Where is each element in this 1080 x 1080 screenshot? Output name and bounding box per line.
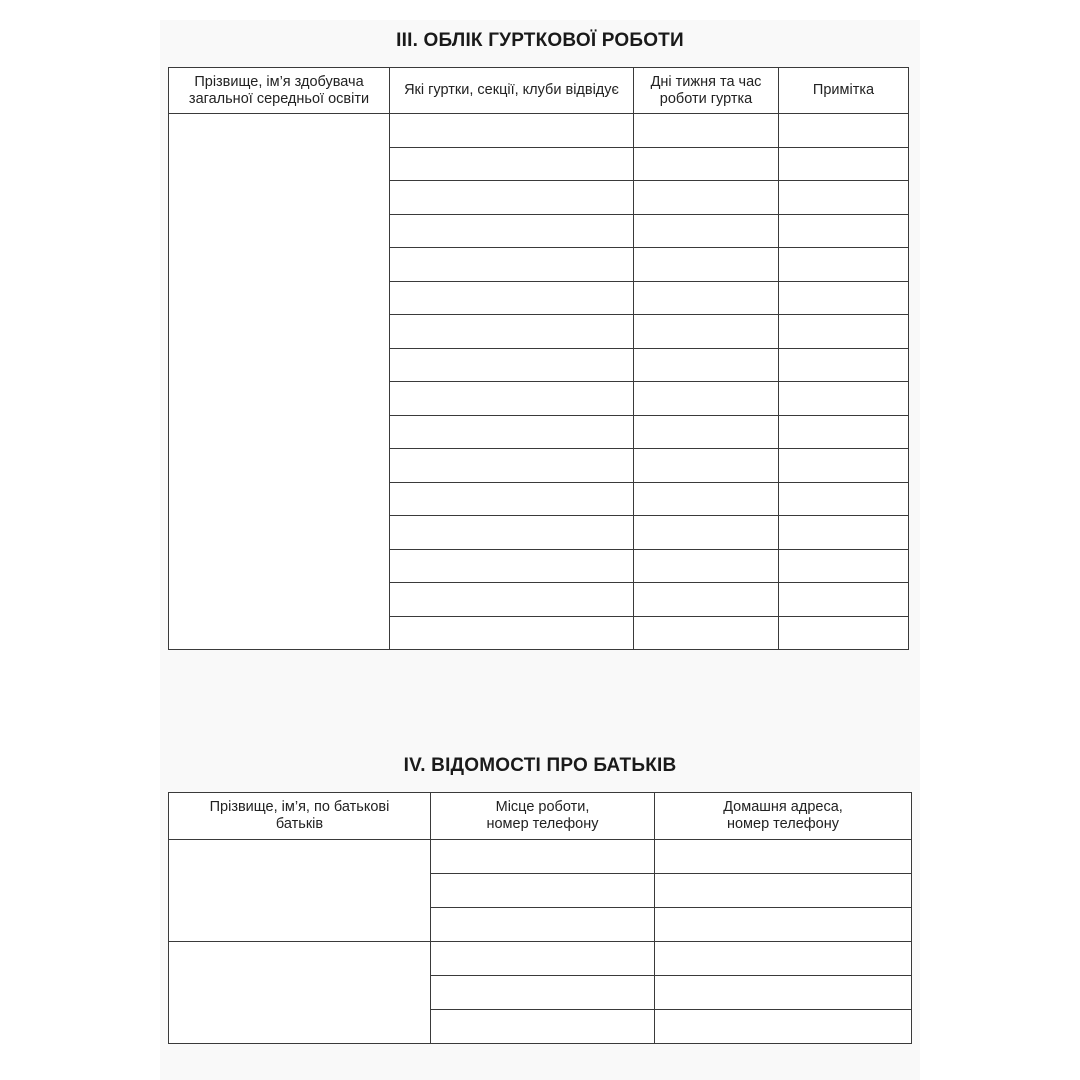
schedule-cell[interactable] (634, 147, 779, 181)
clubs-cell[interactable] (390, 415, 634, 449)
header-student-name: Прізвище, ім’я здобувача загальної середньої освіти (169, 68, 390, 114)
header-schedule: Дні тижня та час роботи гуртка (634, 68, 779, 114)
note-cell[interactable] (779, 482, 909, 516)
schedule-cell[interactable] (634, 583, 779, 617)
home-address-cell[interactable] (655, 942, 912, 976)
header-note: Примітка (779, 68, 909, 114)
header-parent-name: Прізвище, ім’я, по батькові батьків (169, 793, 431, 840)
note-cell[interactable] (779, 214, 909, 248)
clubs-cell[interactable] (390, 281, 634, 315)
schedule-cell[interactable] (634, 248, 779, 282)
note-cell[interactable] (779, 382, 909, 416)
section-title-club-work: ІІІ. ОБЛІК ГУРТКОВОЇ РОБОТИ (396, 30, 684, 51)
workplace-cell[interactable] (431, 840, 655, 874)
workplace-cell[interactable] (431, 976, 655, 1010)
clubs-cell[interactable] (390, 549, 634, 583)
clubs-cell[interactable] (390, 248, 634, 282)
note-cell[interactable] (779, 415, 909, 449)
table-header-row (169, 793, 912, 840)
note-cell[interactable] (779, 549, 909, 583)
clubs-cell[interactable] (390, 616, 634, 650)
clubs-cell[interactable] (390, 482, 634, 516)
note-cell[interactable] (779, 516, 909, 550)
clubs-cell[interactable] (390, 583, 634, 617)
parents-info-table (168, 792, 912, 1044)
clubs-cell[interactable] (390, 114, 634, 148)
schedule-cell[interactable] (634, 415, 779, 449)
parent-name-cell[interactable] (169, 942, 431, 1044)
schedule-cell[interactable] (634, 214, 779, 248)
header-clubs: Які гуртки, секції, клуби відвідує (390, 68, 634, 114)
clubs-cell[interactable] (390, 315, 634, 349)
workplace-cell[interactable] (431, 942, 655, 976)
section-title-parents-info: IV. ВІДОМОСТІ ПРО БАТЬКІВ (403, 755, 677, 776)
schedule-cell[interactable] (634, 482, 779, 516)
home-address-cell[interactable] (655, 976, 912, 1010)
clubs-cell[interactable] (390, 348, 634, 382)
note-cell[interactable] (779, 181, 909, 215)
table-header-row (169, 68, 909, 114)
clubs-cell[interactable] (390, 382, 634, 416)
note-cell[interactable] (779, 147, 909, 181)
clubs-cell[interactable] (390, 449, 634, 483)
schedule-cell[interactable] (634, 549, 779, 583)
schedule-cell[interactable] (634, 348, 779, 382)
note-cell[interactable] (779, 114, 909, 148)
home-address-cell[interactable] (655, 908, 912, 942)
parent-name-cell[interactable] (169, 840, 431, 942)
schedule-cell[interactable] (634, 382, 779, 416)
note-cell[interactable] (779, 315, 909, 349)
workplace-cell[interactable] (431, 1010, 655, 1044)
note-cell[interactable] (779, 248, 909, 282)
schedule-cell[interactable] (634, 616, 779, 650)
clubs-cell[interactable] (390, 181, 634, 215)
schedule-cell[interactable] (634, 315, 779, 349)
workplace-cell[interactable] (431, 874, 655, 908)
table-row (169, 114, 909, 148)
schedule-cell[interactable] (634, 181, 779, 215)
clubs-cell[interactable] (390, 147, 634, 181)
schedule-cell[interactable] (634, 281, 779, 315)
club-work-table (168, 67, 909, 650)
note-cell[interactable] (779, 449, 909, 483)
note-cell[interactable] (779, 583, 909, 617)
note-cell[interactable] (779, 348, 909, 382)
schedule-cell[interactable] (634, 516, 779, 550)
clubs-cell[interactable] (390, 516, 634, 550)
home-address-cell[interactable] (655, 840, 912, 874)
schedule-cell[interactable] (634, 114, 779, 148)
clubs-cell[interactable] (390, 214, 634, 248)
note-cell[interactable] (779, 281, 909, 315)
table-row (169, 840, 912, 874)
table-row (169, 942, 912, 976)
header-workplace: Місце роботи, номер телефону (431, 793, 655, 840)
workplace-cell[interactable] (431, 908, 655, 942)
header-home-address: Домашня адреса, номер телефону (655, 793, 912, 840)
note-cell[interactable] (779, 616, 909, 650)
schedule-cell[interactable] (634, 449, 779, 483)
home-address-cell[interactable] (655, 1010, 912, 1044)
home-address-cell[interactable] (655, 874, 912, 908)
student-name-cell[interactable] (169, 114, 390, 650)
